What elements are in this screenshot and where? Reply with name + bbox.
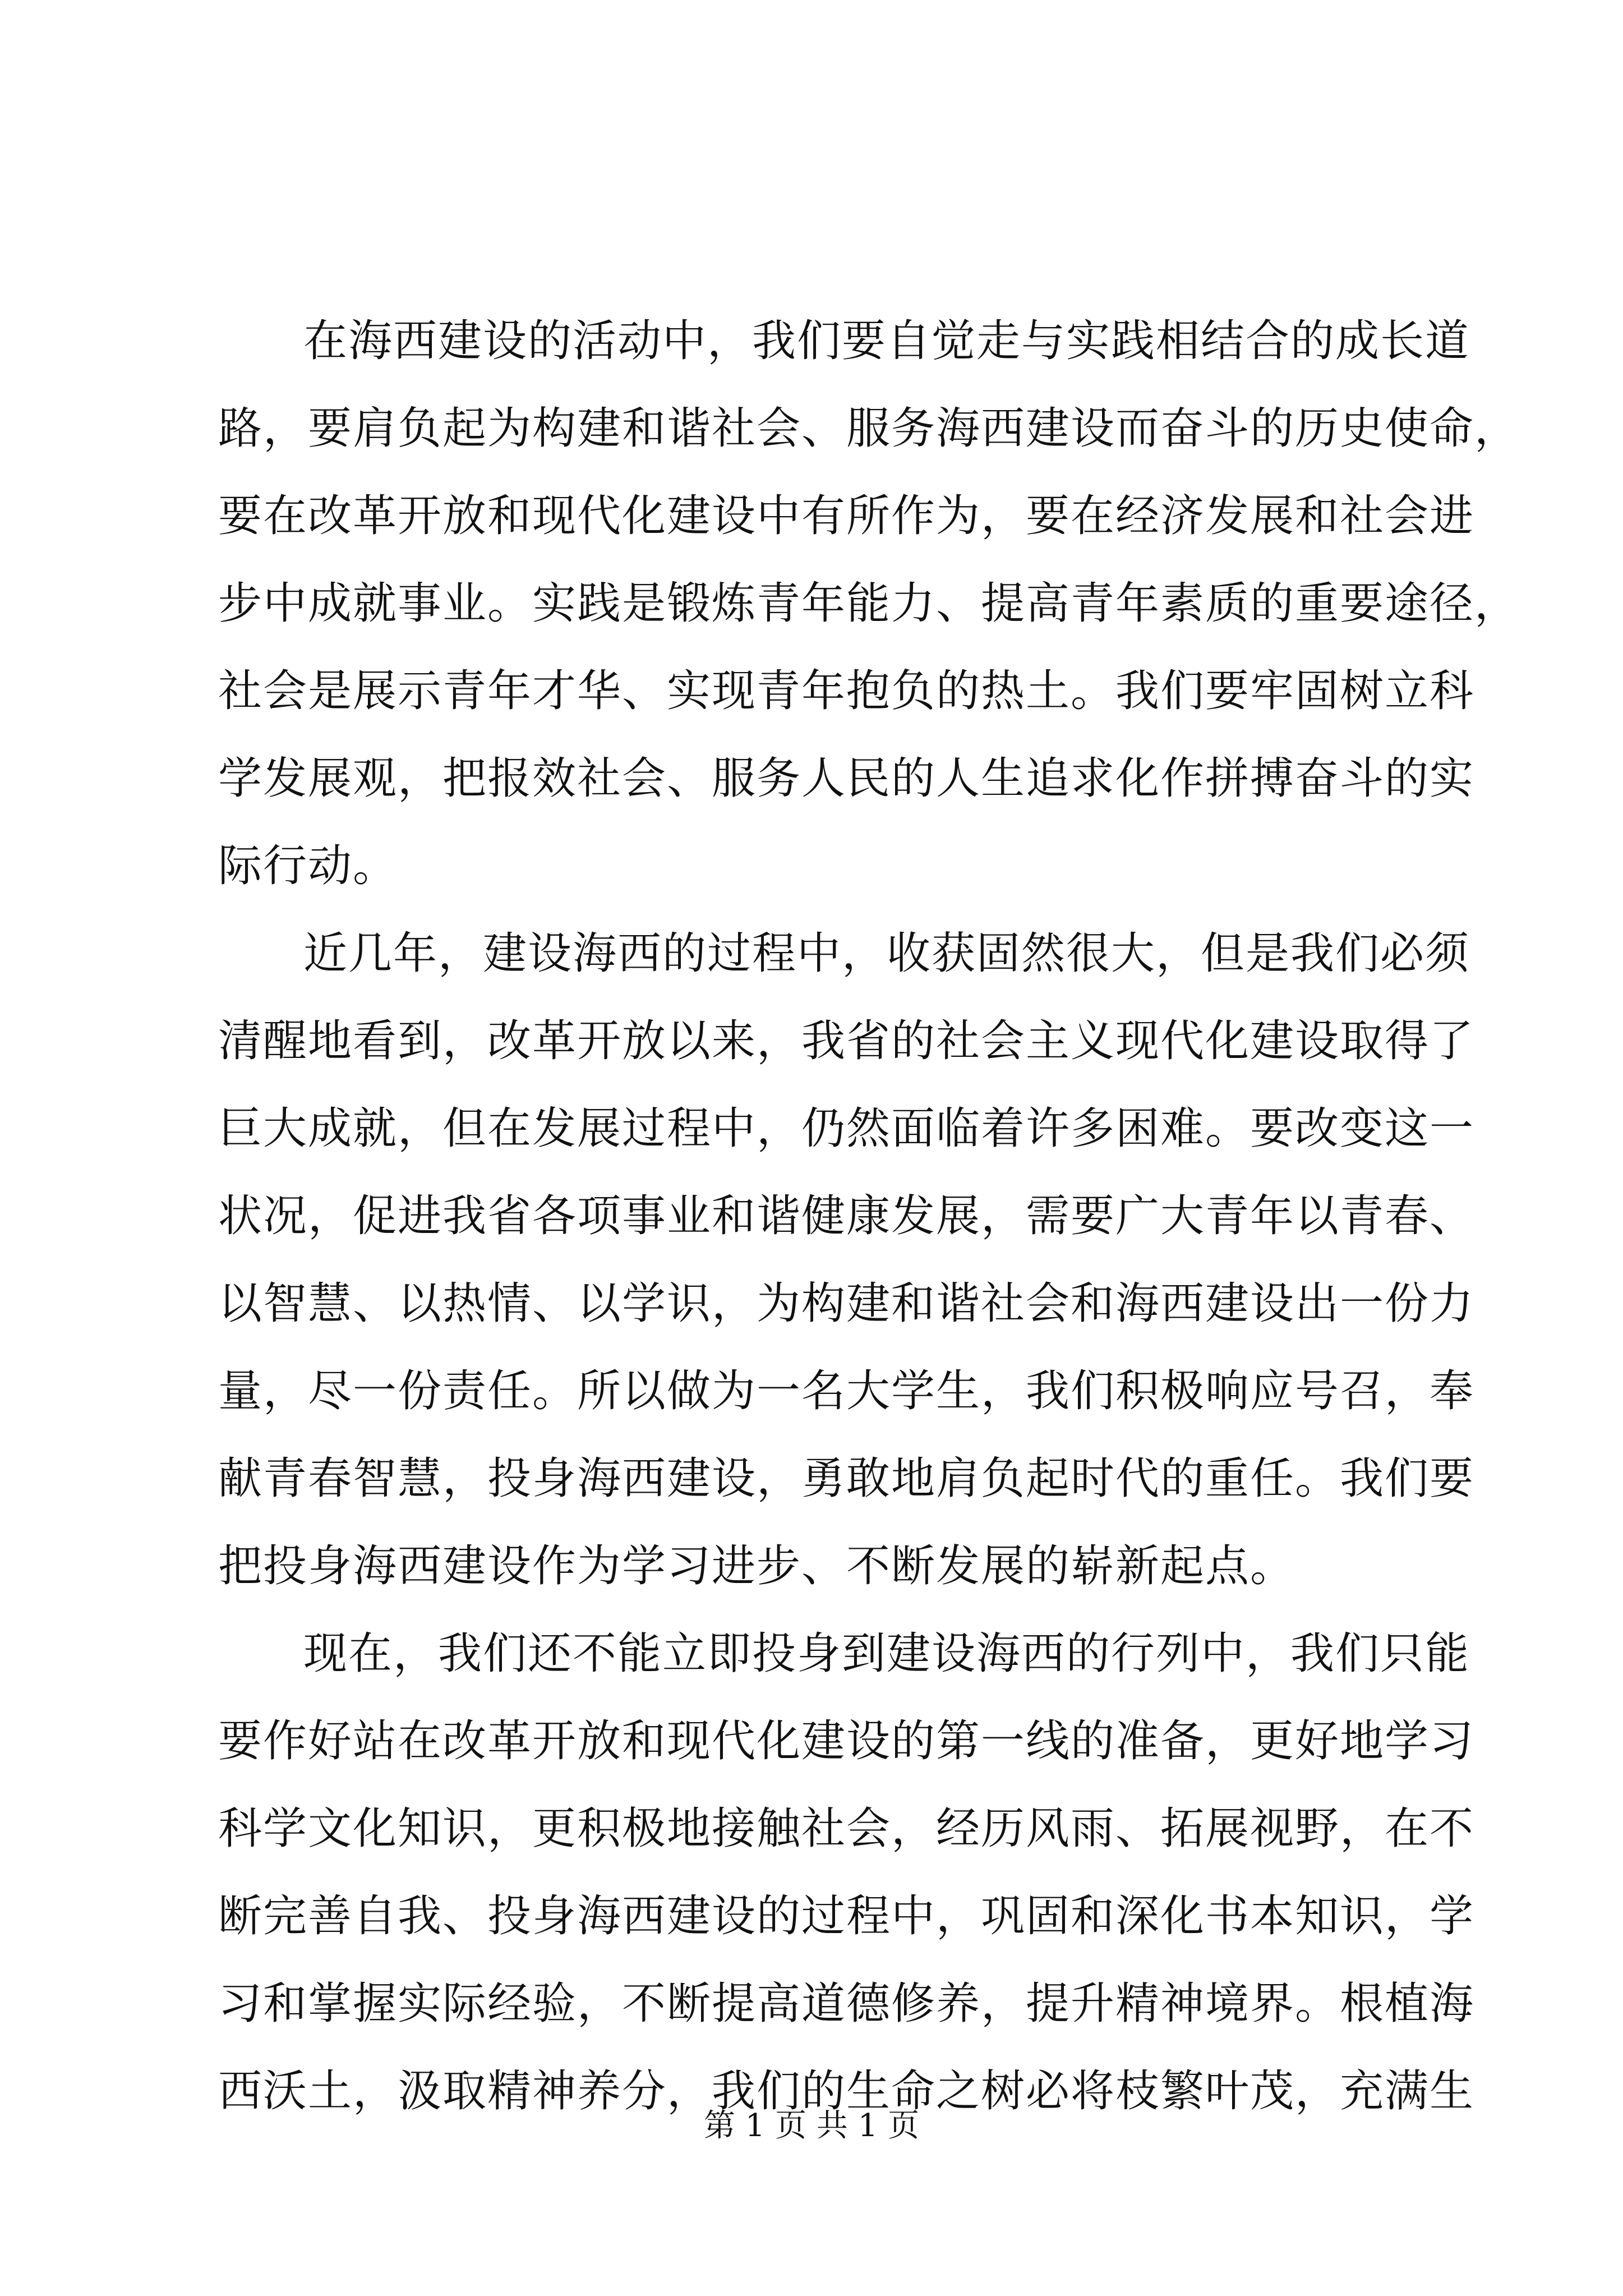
- paragraph-3-line-2: 要作好站在改革开放和现代化建设的第一线的准备，更好地学习: [218, 1716, 1475, 1766]
- paragraph-2-line-3: 巨大成就，但在发展过程中，仍然面临着许多困难。要改变这一: [218, 1103, 1475, 1154]
- paragraph-1-line-2: 路，要肩负起为构建和谐社会、服务海西建设而奋斗的历史使命，: [218, 403, 1520, 454]
- paragraph-1-line-7: 际行动。: [218, 841, 398, 891]
- page-number-footer: 第 1 页 共 1 页: [703, 2108, 920, 2144]
- paragraph-3-line-1: 现在，我们还不能立即投身到建设海西的行列中，我们只能: [303, 1628, 1470, 1679]
- paragraph-2-line-5: 以智慧、以热情、以学识，为构建和谐社会和海西建设出一份力: [218, 1278, 1475, 1329]
- paragraph-1-line-6: 学发展观，把报效社会、服务人民的人生追求化作拼搏奋斗的实: [218, 753, 1475, 804]
- document-body: [218, 297, 1520, 2135]
- paragraph-2-line-2: 清醒地看到，改革开放以来，我省的社会主义现代化建设取得了: [218, 1016, 1475, 1066]
- paragraph-2-line-8: 把投身海西建设作为学习进步、不断发展的崭新起点。: [218, 1541, 1295, 1591]
- paragraph-3-line-5: 习和掌握实际经验，不断提高道德修养，提升精神境界。根植海: [218, 1978, 1475, 2029]
- paragraph-2-line-1: 近几年，建设海西的过程中，收获固然很大，但是我们必须: [303, 928, 1470, 979]
- paragraph-1-line-4: 步中成就事业。实践是锻炼青年能力、提高青年素质的重要途径，: [218, 578, 1520, 629]
- paragraph-3-line-4: 断完善自我、投身海西建设的过程中，巩固和深化书本知识，学: [218, 1891, 1475, 1941]
- paragraph-1-line-3: 要在改革开放和现代化建设中有所作为，要在经济发展和社会进: [218, 491, 1475, 541]
- paragraph-2-line-6: 量，尽一份责任。所以做为一名大学生，我们积极响应号召，奉: [218, 1366, 1475, 1416]
- paragraph-1-line-5: 社会是展示青年才华、实现青年抱负的热土。我们要牢固树立科: [218, 666, 1475, 716]
- paragraph-1-line-1: 在海西建设的活动中，我们要自觉走与实践相结合的成长道: [303, 316, 1470, 366]
- paragraph-2-line-7: 献青春智慧，投身海西建设，勇敢地肩负起时代的重任。我们要: [218, 1453, 1475, 1504]
- paragraph-2-line-4: 状况，促进我省各项事业和谐健康发展，需要广大青年以青春、: [218, 1191, 1475, 1241]
- paragraph-3-line-6: 西沃土，汲取精神养分，我们的生命之树必将枝繁叶茂，充满生: [218, 2066, 1475, 2116]
- paragraph-3-line-3: 科学文化知识，更积极地接触社会，经历风雨、拓展视野，在不: [218, 1803, 1475, 1854]
